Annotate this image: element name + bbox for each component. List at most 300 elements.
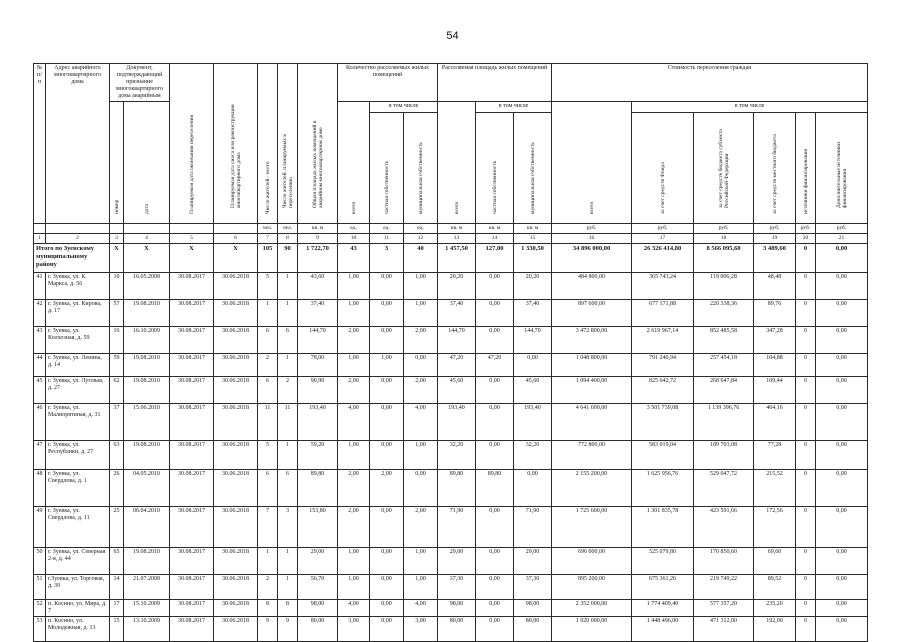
column-number-cell: 5	[170, 234, 214, 244]
row-value: 772 800,00	[552, 441, 632, 470]
row-value: 6	[258, 327, 278, 354]
row-value: 484 800,00	[552, 273, 632, 300]
row-value: 0	[796, 575, 816, 600]
row-value: 9	[258, 617, 278, 642]
unit-cell	[46, 224, 110, 234]
row-value: 90,90	[298, 377, 338, 404]
row-value: 30.06.2018	[214, 441, 258, 470]
unit-cell: кв. м	[476, 224, 514, 234]
row-value: 1,00	[338, 354, 370, 377]
row-value: 56,70	[298, 575, 338, 600]
row-value: 71,90	[438, 507, 476, 548]
row-value: 30.08.2017	[170, 470, 214, 507]
row-value: 0,00	[404, 354, 438, 377]
row-value: 1,00	[404, 273, 438, 300]
row-value: 25	[110, 507, 124, 548]
row-value: 1,00	[338, 300, 370, 327]
row-address: г. Зуевка, ул. Свердлова, д. 1	[46, 470, 110, 507]
row-value: 0,00	[816, 617, 868, 642]
row-value: 1,00	[404, 300, 438, 327]
total-cell: 1 330,50	[514, 244, 552, 273]
table-row	[34, 377, 868, 404]
table-row	[34, 273, 868, 300]
row-value: 30.08.2017	[170, 441, 214, 470]
col-cost-group-header: Стоимость переселения граждан	[552, 64, 868, 102]
row-value: 48,48	[754, 273, 796, 300]
column-number-cell: 9	[298, 234, 338, 244]
col-rooms-municipal-header: муниципальная собственность	[404, 113, 438, 224]
row-value: 0,00	[816, 273, 868, 300]
column-number-cell: 6	[214, 234, 258, 244]
row-value: 30.08.2017	[170, 507, 214, 548]
col-doc-date-header: дата	[124, 102, 170, 224]
column-number-cell: 16	[552, 234, 632, 244]
row-value: 16	[110, 327, 124, 354]
row-value: 30.08.2017	[170, 617, 214, 642]
col-cost-total-header: всего	[552, 102, 632, 224]
total-cell: 90	[278, 244, 298, 273]
row-address: г. Зуевка, ул. Свердлова, д. 11	[46, 507, 110, 548]
row-value: 1	[278, 441, 298, 470]
row-value: 0,00	[476, 441, 514, 470]
row-value: 4,00	[338, 600, 370, 617]
row-value: 2 619 967,14	[632, 327, 694, 354]
row-value: 0,00	[816, 470, 868, 507]
row-value: 62	[110, 377, 124, 404]
row-value: 30.06.2018	[214, 575, 258, 600]
total-cell: 26 326 414,80	[632, 244, 694, 273]
row-value: 1,00	[338, 273, 370, 300]
row-value: 2,00	[338, 470, 370, 507]
row-value: 3 501 739,08	[632, 404, 694, 441]
row-value: 1	[278, 548, 298, 575]
row-value: 11	[278, 404, 298, 441]
row-value: 65	[110, 548, 124, 575]
row-value: 19.08.2010	[124, 548, 170, 575]
row-value: 4 641 600,00	[552, 404, 632, 441]
row-value: 89,80	[438, 470, 476, 507]
row-value: 189 703,08	[694, 441, 754, 470]
row-value: 0,00	[370, 441, 404, 470]
col-local-header: за счет средств местного бюджета	[754, 113, 796, 224]
row-value: 0	[796, 327, 816, 354]
row-value: 2	[258, 354, 278, 377]
row-value: 0,00	[370, 617, 404, 642]
row-value: 0,00	[476, 617, 514, 642]
col-doc-group-header: Документ, подтверждающий признание многоквартирного дома аварийным	[110, 64, 170, 102]
total-cell: 40	[404, 244, 438, 273]
row-value: 1,00	[404, 548, 438, 575]
row-value: 0	[796, 441, 816, 470]
row-value: 0	[796, 377, 816, 404]
row-value: 19.08.2010	[124, 441, 170, 470]
table-row	[34, 300, 868, 327]
total-cell: 1 457,50	[438, 244, 476, 273]
col-fund-header: за счет средств Фонда	[632, 113, 694, 224]
units-row	[34, 224, 868, 234]
row-value: 365 743,24	[632, 273, 694, 300]
row-value: 19.08.2010	[124, 377, 170, 404]
row-value: 78,00	[298, 354, 338, 377]
row-value: 6	[278, 470, 298, 507]
column-number-cell: 10	[338, 234, 370, 244]
column-number-cell: 17	[632, 234, 694, 244]
row-value: 45,60	[438, 377, 476, 404]
row-value: 1 301 835,78	[632, 507, 694, 548]
row-value: 1	[278, 575, 298, 600]
row-number: 53	[34, 617, 46, 642]
page-number: 54	[446, 30, 459, 42]
row-value: 47,20	[438, 354, 476, 377]
total-cell: X	[124, 244, 170, 273]
total-cell: 0	[796, 244, 816, 273]
unit-cell: руб.	[694, 224, 754, 234]
row-value: 1,00	[370, 354, 404, 377]
row-value: 98,00	[514, 600, 552, 617]
column-number-cell: 8	[278, 234, 298, 244]
row-value: 30.08.2017	[170, 575, 214, 600]
row-value: 144,70	[438, 327, 476, 354]
table-row	[34, 470, 868, 507]
row-value: 2	[258, 575, 278, 600]
row-value: 0,00	[476, 575, 514, 600]
row-value: 192,00	[754, 617, 796, 642]
column-number-cell: 12	[404, 234, 438, 244]
total-cell: 127,00	[476, 244, 514, 273]
row-value: 15.10.2009	[124, 600, 170, 617]
col-residents-resettled-header: Число жителей, планируемых к переселению	[278, 64, 298, 224]
row-value: 14	[110, 575, 124, 600]
row-value: 423 591,66	[694, 507, 754, 548]
row-value: 268 647,84	[694, 377, 754, 404]
row-value: 0,00	[514, 354, 552, 377]
column-number-cell: 21	[816, 234, 868, 244]
row-value: 0	[796, 548, 816, 575]
total-cell: 43	[338, 244, 370, 273]
row-number: 47	[34, 441, 46, 470]
row-value: 529 047,72	[694, 470, 754, 507]
row-value: 30.08.2017	[170, 273, 214, 300]
row-number: 45	[34, 377, 46, 404]
row-value: 1	[258, 300, 278, 327]
unit-cell: ед.	[404, 224, 438, 234]
row-value: 15	[110, 617, 124, 642]
row-value: 80,00	[514, 617, 552, 642]
row-value: 37,40	[298, 300, 338, 327]
row-value: 1,00	[404, 575, 438, 600]
row-value: 4,00	[338, 404, 370, 441]
col-address-header: Адрес аварийного многоквартирного дома	[46, 64, 110, 224]
row-value: 98,00	[438, 600, 476, 617]
row-value: 9	[278, 617, 298, 642]
column-number-cell: 1	[34, 234, 46, 244]
row-number: 44	[34, 354, 46, 377]
row-value: 0,00	[370, 273, 404, 300]
row-value: 0,00	[816, 548, 868, 575]
row-address: г. Зуевка, ул. Ленина, д. 14	[46, 354, 110, 377]
row-value: 8	[258, 600, 278, 617]
row-value: 0,00	[816, 404, 868, 441]
total-label: Итого по Зуевскому муниципальному району	[34, 244, 110, 273]
row-number: 48	[34, 470, 46, 507]
rooms-in-total-header: в том числе	[370, 102, 438, 113]
unit-cell: ед.	[338, 224, 370, 234]
row-value: 895 200,00	[552, 575, 632, 600]
unit-cell: руб.	[816, 224, 868, 234]
total-cell: X	[214, 244, 258, 273]
row-value: 30.06.2018	[214, 617, 258, 642]
row-value: 1	[258, 548, 278, 575]
row-address: г. Зуевка, ул. Республики, д. 27	[46, 441, 110, 470]
row-value: 3 472 800,00	[552, 327, 632, 354]
col-area-group-header: Расселяемая площадь жилых помещений	[438, 64, 552, 102]
row-value: 10	[110, 273, 124, 300]
total-cell: X	[110, 244, 124, 273]
resettlement-table	[33, 63, 868, 642]
row-value: 897 600,00	[552, 300, 632, 327]
row-value: 220 338,36	[694, 300, 754, 327]
row-value: 1,00	[404, 441, 438, 470]
row-value: 71,90	[514, 507, 552, 548]
row-value: 0,00	[370, 600, 404, 617]
row-value: 471 312,00	[694, 617, 754, 642]
row-value: 677 171,88	[632, 300, 694, 327]
row-value: 30.06.2018	[214, 507, 258, 548]
row-value: 98,00	[298, 600, 338, 617]
total-cell: 34 896 000,00	[552, 244, 632, 273]
unit-cell	[170, 224, 214, 234]
row-value: 153,80	[298, 507, 338, 548]
row-value: 06.04.2010	[124, 507, 170, 548]
row-value: 59,20	[298, 441, 338, 470]
table-row	[34, 354, 868, 377]
row-value: 1,00	[338, 441, 370, 470]
table-row	[34, 507, 868, 548]
row-value: 0,00	[816, 354, 868, 377]
col-residents-total-header: Число жителей - всего	[258, 64, 278, 224]
row-value: 30.06.2018	[214, 327, 258, 354]
column-number-cell: 20	[796, 234, 816, 244]
row-value: 37	[110, 404, 124, 441]
row-value: 0,00	[370, 548, 404, 575]
table-row	[34, 441, 868, 470]
row-value: 825 642,72	[632, 377, 694, 404]
row-value: 1 139 396,76	[694, 404, 754, 441]
row-value: 1 920 000,00	[552, 617, 632, 642]
col-area-private-header: частная собственность	[476, 113, 514, 224]
row-address: г. Зуевка, ул. К. Маркса, д. 56	[46, 273, 110, 300]
row-value: 1 448 496,00	[632, 617, 694, 642]
unit-cell: руб.	[552, 224, 632, 234]
row-value: 89,80	[298, 470, 338, 507]
column-number-cell: 3	[110, 234, 124, 244]
row-value: 1 774 409,40	[632, 600, 694, 617]
row-value: 235,20	[754, 600, 796, 617]
row-value: 30.06.2018	[214, 404, 258, 441]
row-value: 20,20	[514, 273, 552, 300]
row-value: 0,00	[370, 327, 404, 354]
row-value: 1 625 956,76	[632, 470, 694, 507]
row-value: 1 094 400,00	[552, 377, 632, 404]
row-value: 32,20	[514, 441, 552, 470]
unit-cell	[124, 224, 170, 234]
row-address: г. Зуевка, ул. Колхозная, д. 59	[46, 327, 110, 354]
row-value: 2,00	[338, 327, 370, 354]
row-value: 0,00	[816, 441, 868, 470]
row-value: 0,00	[476, 548, 514, 575]
row-value: 0,00	[476, 273, 514, 300]
row-value: 19.08.2010	[124, 300, 170, 327]
row-value: 37,40	[514, 300, 552, 327]
unit-cell: ед.	[370, 224, 404, 234]
row-value: 13.10.2009	[124, 617, 170, 642]
row-value: 577 357,20	[694, 600, 754, 617]
column-number-cell: 19	[754, 234, 796, 244]
row-value: 0,00	[370, 507, 404, 548]
row-value: 80,00	[298, 617, 338, 642]
col-rooms-private-header: частная собственность	[370, 113, 404, 224]
unit-cell: руб.	[754, 224, 796, 234]
row-value: 45,60	[514, 377, 552, 404]
row-value: 2,00	[370, 470, 404, 507]
row-value: 675 361,26	[632, 575, 694, 600]
row-value: 464,16	[754, 404, 796, 441]
row-value: 30.06.2018	[214, 300, 258, 327]
row-value: 4,00	[404, 600, 438, 617]
total-cell: 3	[370, 244, 404, 273]
row-value: 0,00	[370, 300, 404, 327]
col-planned-demolition-header: Планируемая дата сноса или реконструкции многоквартирного дома	[214, 64, 258, 224]
row-value: 193,40	[438, 404, 476, 441]
row-value: 30.08.2017	[170, 600, 214, 617]
row-number: 51	[34, 575, 46, 600]
row-value: 3,00	[338, 617, 370, 642]
row-value: 193,40	[514, 404, 552, 441]
row-value: 30.06.2018	[214, 377, 258, 404]
col-extra-header: Дополнительные источники финансирования	[816, 113, 868, 224]
unit-cell: кв. м	[514, 224, 552, 234]
total-cell: 1 722,70	[298, 244, 338, 273]
row-value: 29,00	[514, 548, 552, 575]
row-value: 3,00	[404, 617, 438, 642]
row-value: 37,30	[438, 575, 476, 600]
row-value: 4,00	[404, 404, 438, 441]
row-value: 0,00	[370, 377, 404, 404]
row-value: 852 485,58	[694, 327, 754, 354]
total-row	[34, 244, 868, 273]
row-value: 2	[278, 377, 298, 404]
row-value: 0,00	[816, 377, 868, 404]
row-value: 0,00	[816, 327, 868, 354]
col-area-total-header: Общая площадь жилых помещений в аварийном многоквартирном доме	[298, 64, 338, 224]
row-number: 50	[34, 548, 46, 575]
row-value: 30.06.2018	[214, 470, 258, 507]
col-area-sum-header: всего	[438, 102, 476, 224]
column-number-cell: 4	[124, 234, 170, 244]
column-number-cell: 14	[476, 234, 514, 244]
row-address: п. Косино, ул. Мира, д. 7	[46, 600, 110, 617]
row-value: 37,30	[514, 575, 552, 600]
row-value: 1 725 600,00	[552, 507, 632, 548]
column-number-cell: 13	[438, 234, 476, 244]
row-value: 69,60	[754, 548, 796, 575]
row-value: 0,00	[404, 470, 438, 507]
total-cell: X	[170, 244, 214, 273]
col-rooms-total-header: всего	[338, 102, 370, 224]
total-cell: 105	[258, 244, 278, 273]
row-value: 21.07.2008	[124, 575, 170, 600]
row-value: 3	[278, 507, 298, 548]
row-value: 11	[258, 404, 278, 441]
row-value: 77,28	[754, 441, 796, 470]
row-value: 119 006,28	[694, 273, 754, 300]
row-number: 43	[34, 327, 46, 354]
col-doc-number-header: номер	[110, 102, 124, 224]
row-value: 215,52	[754, 470, 796, 507]
row-value: 47,20	[476, 354, 514, 377]
row-address: г. Зуевка, ул. Малиорятиная, д. 31	[46, 404, 110, 441]
row-value: 1,00	[338, 575, 370, 600]
column-number-cell: 18	[694, 234, 754, 244]
col-rooms-group-header: Количество расселяемых жилых помещений	[338, 64, 438, 102]
column-number-cell: 11	[370, 234, 404, 244]
row-value: 30.08.2017	[170, 327, 214, 354]
row-value: 15.06.2010	[124, 404, 170, 441]
row-value: 89,52	[754, 575, 796, 600]
col-planned-end-header: Планируемая дата окончания переселения	[170, 64, 214, 224]
area-in-total-header: в том числе	[476, 102, 552, 113]
row-value: 26	[110, 470, 124, 507]
row-number: 49	[34, 507, 46, 548]
row-number: 52	[34, 600, 46, 617]
row-value: 2,00	[404, 327, 438, 354]
row-value: 2 352 000,00	[552, 600, 632, 617]
total-cell: 0,00	[816, 244, 868, 273]
row-address: г. Зуевка, ул. Кирова, д. 17	[46, 300, 110, 327]
row-value: 0,00	[816, 600, 868, 617]
row-value: 2,00	[404, 507, 438, 548]
row-value: 32,20	[438, 441, 476, 470]
row-value: 5	[258, 273, 278, 300]
row-value: 2,00	[338, 377, 370, 404]
row-value: 0	[796, 507, 816, 548]
table-row	[34, 575, 868, 600]
row-value: 63	[110, 441, 124, 470]
row-value: 7	[258, 507, 278, 548]
row-value: 109,44	[754, 377, 796, 404]
row-value: 0,00	[476, 600, 514, 617]
row-value: 89,80	[476, 470, 514, 507]
row-value: 0	[796, 300, 816, 327]
cost-in-total-header: в том числе	[632, 102, 868, 113]
row-value: 172,56	[754, 507, 796, 548]
row-value: 2 155 200,00	[552, 470, 632, 507]
row-value: 0,00	[370, 404, 404, 441]
row-value: 2,00	[404, 377, 438, 404]
column-number-cell: 7	[258, 234, 278, 244]
row-value: 16.05.2008	[124, 273, 170, 300]
table-row	[34, 404, 868, 441]
row-value: 791 240,94	[632, 354, 694, 377]
unit-cell	[34, 224, 46, 234]
row-number: 42	[34, 300, 46, 327]
row-value: 6	[258, 470, 278, 507]
row-value: 30.08.2017	[170, 404, 214, 441]
row-value: 0,00	[816, 507, 868, 548]
row-value: 0,00	[476, 300, 514, 327]
row-value: 170 850,60	[694, 548, 754, 575]
row-address: г. Зуевка, ул. Северная 2-я, д. 44	[46, 548, 110, 575]
